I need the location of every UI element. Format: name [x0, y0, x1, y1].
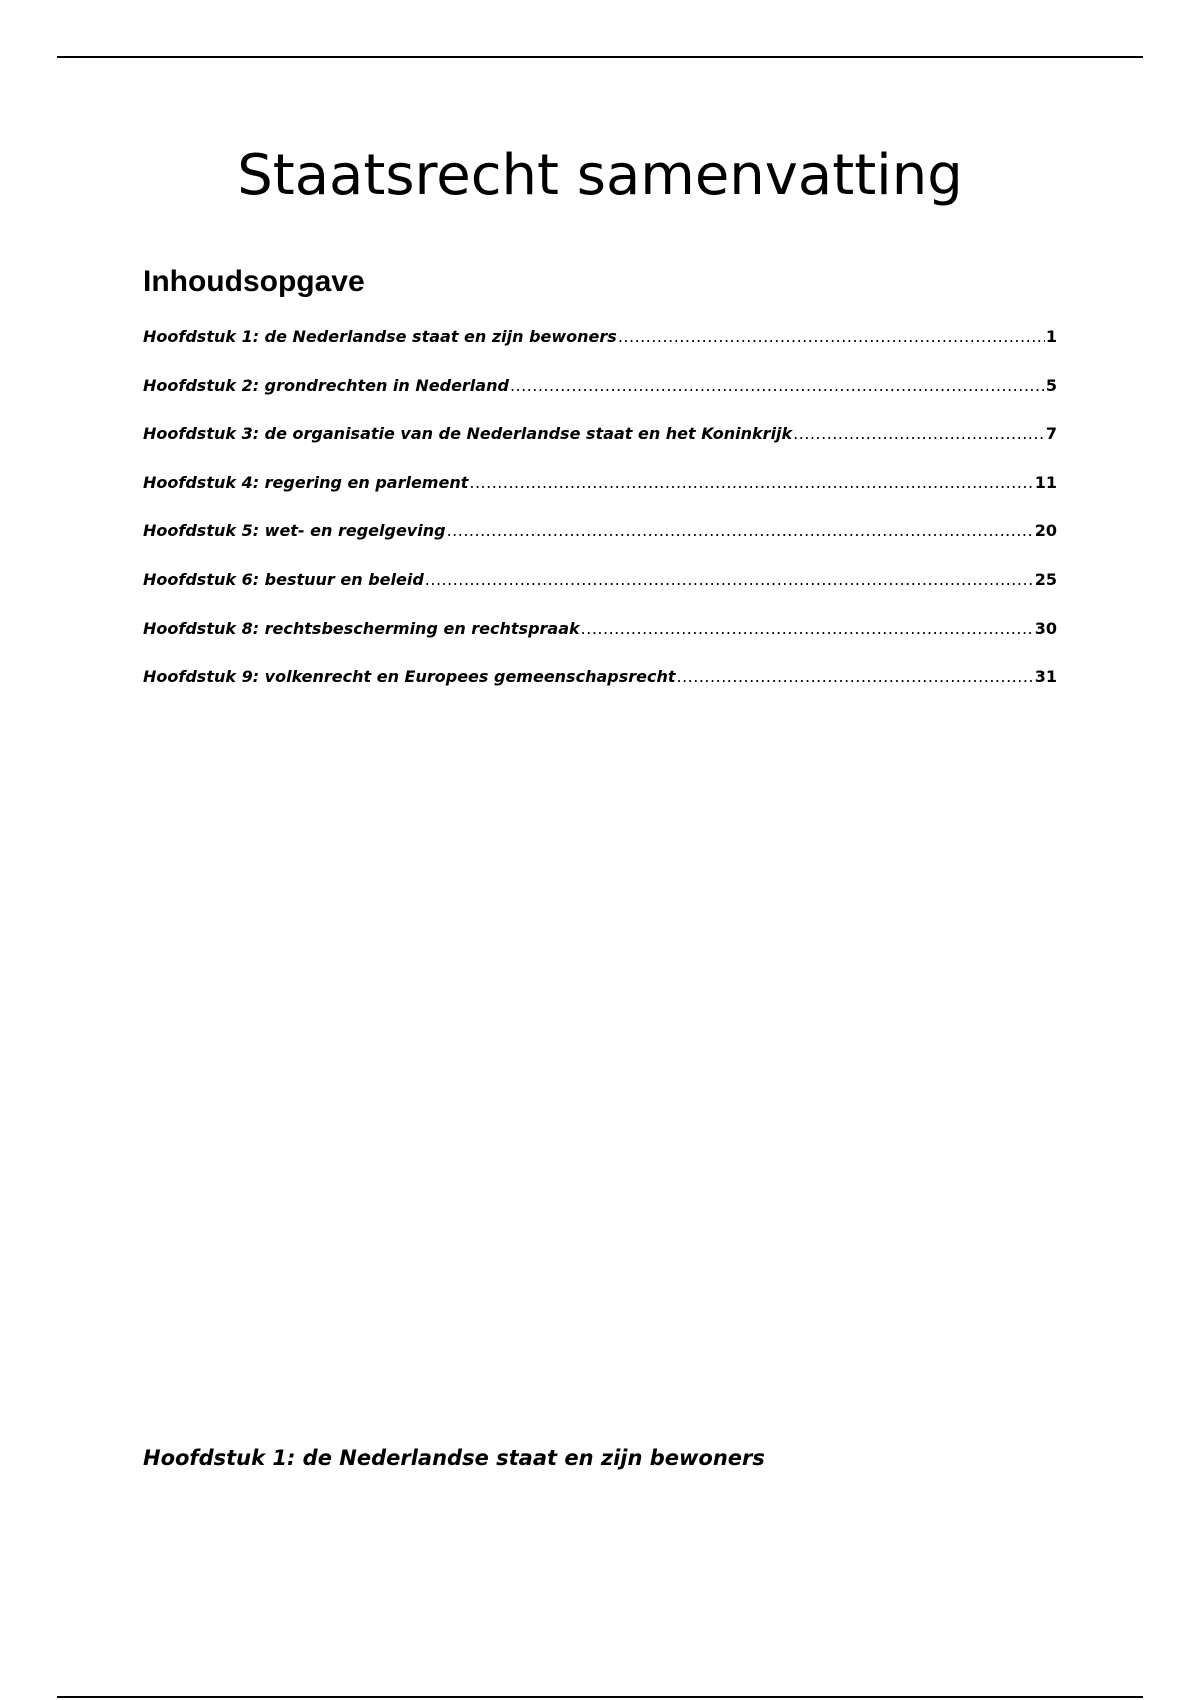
- toc-entry-page: 31: [1034, 667, 1057, 687]
- page-top-rule: [57, 56, 1143, 58]
- section-heading-chapter-1: Hoofdstuk 1: de Nederlandse staat en zijn bewoners: [143, 1446, 765, 1470]
- toc-entry-label: Hoofdstuk 6: bestuur en beleid: [143, 569, 424, 589]
- toc-entry-page: 7: [1045, 424, 1057, 444]
- toc-entry-page: 20: [1034, 521, 1057, 541]
- toc-entry-chapter-2[interactable]: [143, 371, 1057, 420]
- toc-entry-chapter-4[interactable]: [143, 468, 1057, 517]
- table-of-contents: [143, 322, 1057, 711]
- toc-dot-leader: [469, 468, 1033, 498]
- toc-entry-page: 1: [1045, 327, 1057, 346]
- toc-entry-label: Hoofdstuk 8: rechtsbescherming en rechtspraak: [143, 618, 580, 638]
- toc-entry-page: 11: [1034, 472, 1057, 492]
- toc-entry-page: 30: [1034, 618, 1057, 638]
- page-bottom-rule: [57, 1696, 1143, 1698]
- toc-entry-chapter-8[interactable]: [143, 614, 1057, 663]
- toc-entry-label: Hoofdstuk 1: de Nederlandse staat en zijn bewoners: [143, 327, 617, 346]
- toc-dot-leader: [677, 662, 1034, 692]
- toc-entry-page: 25: [1034, 569, 1057, 589]
- toc-entry-chapter-1[interactable]: [143, 322, 1057, 371]
- toc-dot-leader: [425, 565, 1034, 595]
- toc-entry-page: 5: [1045, 375, 1057, 395]
- toc-entry-label: Hoofdstuk 5: wet- en regelgeving: [143, 521, 446, 541]
- toc-dot-leader: [793, 419, 1045, 449]
- toc-heading: Inhoudsopgave: [143, 265, 365, 298]
- toc-dot-leader: [581, 614, 1034, 644]
- toc-dot-leader: [618, 322, 1045, 352]
- toc-entry-chapter-6[interactable]: [143, 565, 1057, 614]
- toc-dot-leader: [510, 371, 1045, 401]
- toc-entry-chapter-5[interactable]: [143, 516, 1057, 565]
- toc-entry-label: Hoofdstuk 4: regering en parlement: [143, 472, 469, 492]
- toc-entry-label: Hoofdstuk 2: grondrechten in Nederland: [143, 375, 509, 395]
- toc-dot-leader: [447, 516, 1034, 546]
- toc-entry-label: Hoofdstuk 3: de organisatie van de Nederlandse staat en het Koninkrijk: [143, 424, 793, 444]
- toc-entry-label: Hoofdstuk 9: volkenrecht en Europees gemeenschapsrecht: [143, 667, 676, 687]
- document-title: Staatsrecht samenvatting: [237, 143, 963, 208]
- toc-entry-chapter-9[interactable]: [143, 662, 1057, 711]
- toc-entry-chapter-3[interactable]: [143, 419, 1057, 468]
